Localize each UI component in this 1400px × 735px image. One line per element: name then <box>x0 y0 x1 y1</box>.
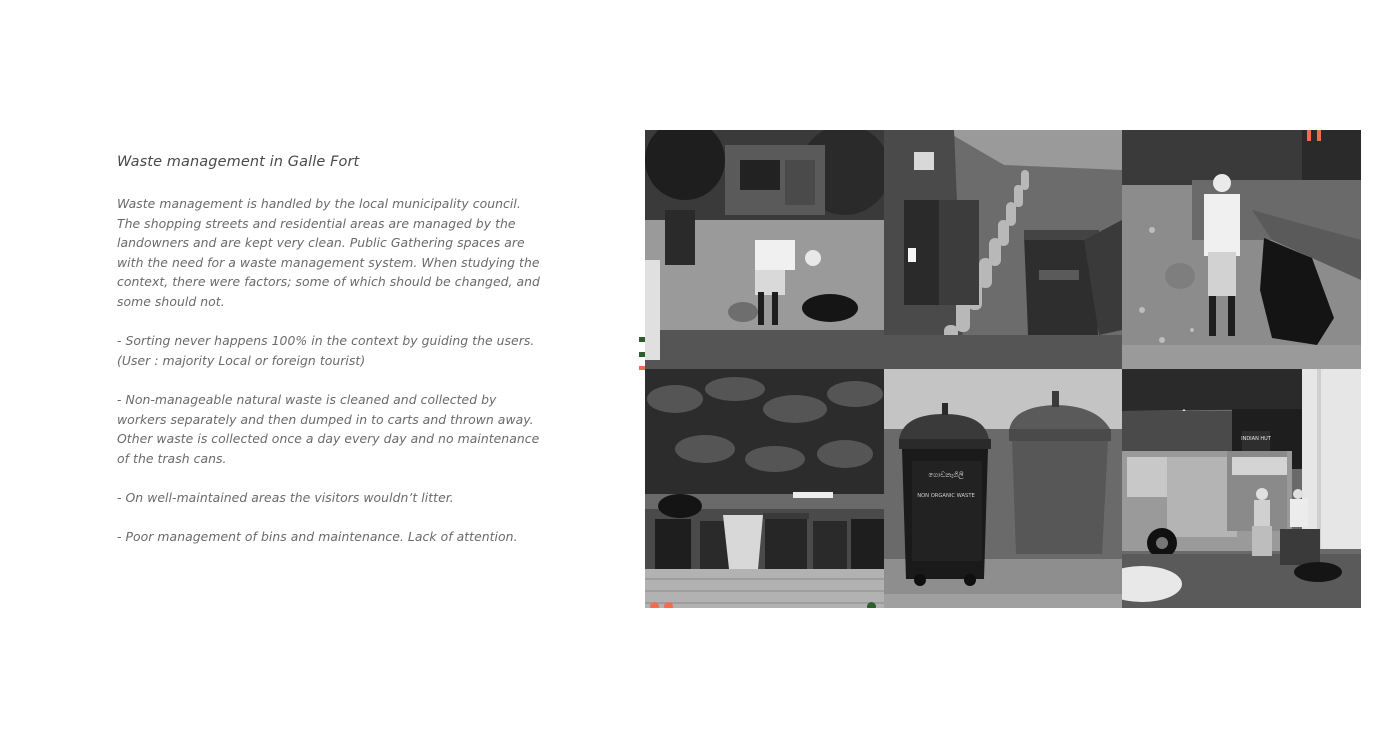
photo-worker-carrying-bag <box>1122 130 1361 369</box>
point-sorting: - Sorting never happens 100% in the context by guiding the users. (User : majority Local or foreign tourist) <box>117 333 535 368</box>
point-natural-waste: - Non-manageable natural waste is cleaned and collected by workers separately and then dumped in to carts and thrown away. Other waste is collected once a day every day and no maintenance of the trash cans. <box>117 391 540 466</box>
orange-pause-mark-left <box>1307 130 1311 141</box>
svg-text:ගොඩනැගිලි: ගොඩනැගිලි <box>928 471 964 479</box>
photo-row-of-bins <box>645 369 884 608</box>
point-well-maintained: - On well-maintained areas the visitors wouldn’t litter. <box>117 489 454 505</box>
page-title: Waste management in Galle Fort <box>117 154 360 170</box>
photo-damaged-bins <box>884 130 1122 369</box>
orange-dot-left <box>650 602 659 608</box>
shop-sign-text: INDIAN HUT <box>1241 436 1271 442</box>
point-poor-management: - Poor management of bins and maintenance. Lack of attention. <box>117 529 518 545</box>
photo-wheelie-bins <box>884 369 1122 608</box>
photo-worker-collecting <box>645 130 884 369</box>
green-dot <box>867 602 876 608</box>
orange-dot-right <box>664 602 673 608</box>
photo-garbage-truck <box>1122 369 1361 608</box>
orange-pause-mark-right <box>1317 130 1321 141</box>
text-column <box>117 150 542 566</box>
bin-label-text: NON ORGANIC WASTE <box>917 493 975 499</box>
intro-paragraph: Waste management is handled by the local municipality council. The shopping streets and residential areas are managed by the landowners and are kept very clean. Public Gathering spaces are with the need for a waste management system. When studying the context, there were factors; some of which should be changed, and some should not. <box>117 196 540 309</box>
photo-grid <box>645 130 1361 608</box>
